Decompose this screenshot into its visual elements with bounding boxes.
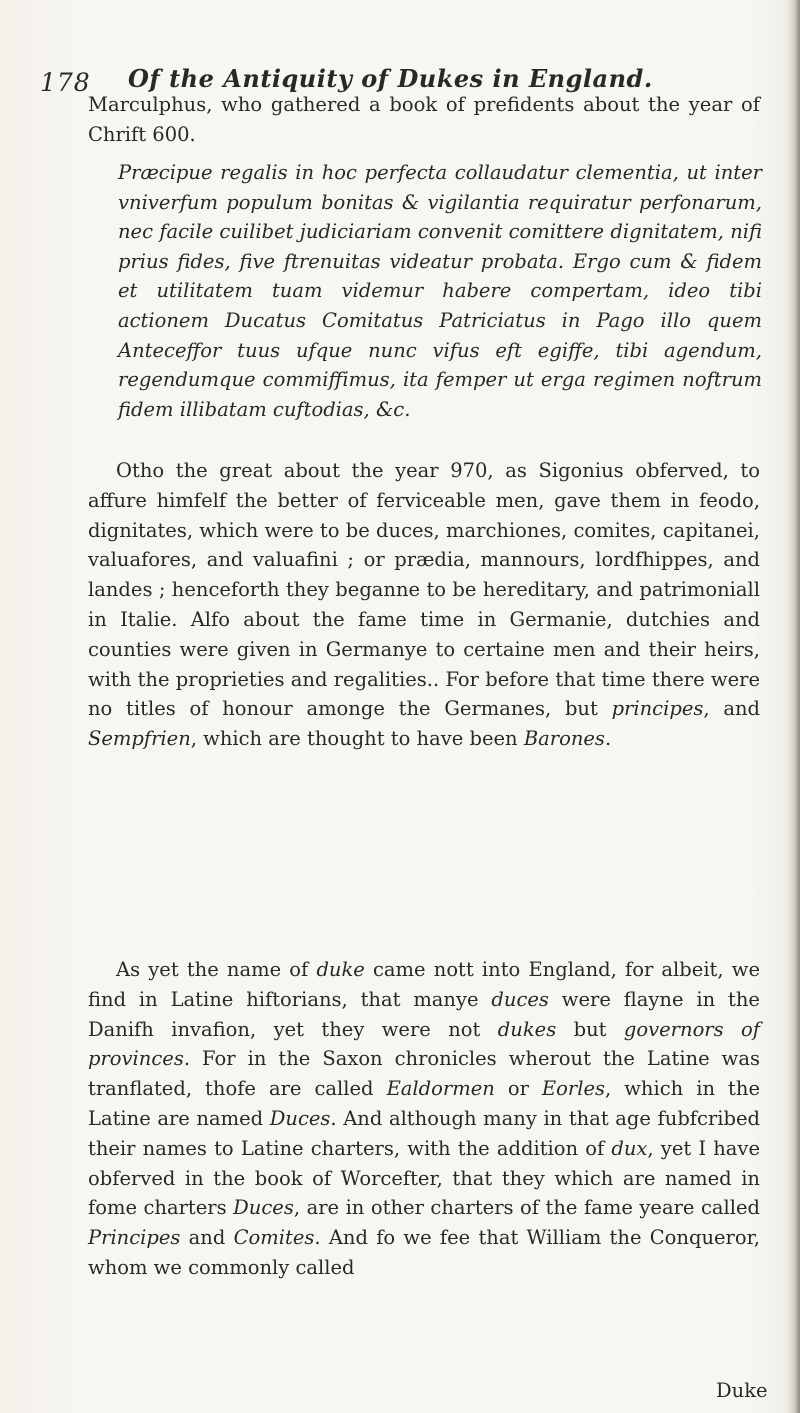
intro-paragraph: Marculphus, who gathered a book of prefidents about the year of Chrift 600. xyxy=(88,93,760,146)
page-number: 178 xyxy=(40,68,91,97)
text-run: . And fo we fee that William the Conqueror, whom we commonly called xyxy=(88,1226,760,1279)
italic-term: Eorles xyxy=(541,1077,606,1101)
italic-term: duces xyxy=(491,987,549,1011)
italic-term: Duces xyxy=(269,1106,331,1130)
italic-term: Duces xyxy=(233,1196,294,1220)
text-run: , which are thought to have been xyxy=(190,727,524,751)
text-run: , yet I have obferved in the book of Worcefter, that they which are named in fome charters xyxy=(88,1136,760,1220)
text-run: . xyxy=(604,727,612,751)
text-run: As yet the name of xyxy=(116,958,317,981)
text-run: came nott into England, for albeit, we find in Latine hiftorians, that manye xyxy=(88,958,760,1011)
paragraph-dukes-england xyxy=(88,955,760,1283)
italic-term: dukes xyxy=(497,1017,557,1041)
italic-term: Sempfrien xyxy=(88,727,191,751)
italic-term: Barones xyxy=(523,727,605,751)
italic-term: Ealdormen xyxy=(386,1077,495,1101)
italic-term: Principes xyxy=(88,1226,181,1250)
text-run: . For in the Saxon chronicles wherout the Latine was tranflated, thofe are called xyxy=(88,1047,760,1101)
latin-quotation: Præcipue regalis in hoc perfecta collaudatur clementia, ut inter vniverfum populum bonitas & vigilantia requiratur perfonarum, nec facile cuilibet judiciariam convenit comittere dignitatem, nifi prius fides, five ftrenuitas videatur probata. Ergo cum & fidem et utilitatem tuam videmur habere compertam, ideo tibi actionem Ducatus Comitatus Patriciatus in Pago illo quem Anteceffor tuus ufque nunc vifus eft egiffe, tibi agendum, regendumque commiffimus, ita femper ut erga regimen noftrum fidem illibatam cuftodias, &c. xyxy=(118,161,762,421)
paragraph-otho xyxy=(88,456,760,754)
text-run: , are in other charters of the fame yeare called xyxy=(293,1196,760,1220)
text-run: Otho the great about the year 970, as Sigonius obferved, to affure himfelf the better of ferviceable men, gave them in feodo, dignitates, which were to be duces, marchiones, comites, capitanei, valuafores, and valuafini ; or prædia, mannours, lordfhippes, and landes ; henceforth they beganne to be hereditary, and patrimoniall in Italie. Alfo about the fame time in Germanie, dutchies and counties were given in Germanye to certaine men and their heirs, with the proprieties and regalities.. For before that time there were no titles of honour amonge the Germanes, but xyxy=(88,459,760,721)
catchword: Duke xyxy=(716,1379,768,1402)
page-edge-shadow xyxy=(786,0,800,1413)
text-run: , which in the Latine are named xyxy=(88,1077,760,1130)
text-run: and xyxy=(180,1226,234,1250)
text-run: or xyxy=(494,1077,542,1101)
italic-term: principes xyxy=(611,697,704,721)
italic-term: duke xyxy=(316,958,365,981)
italic-term: governors of provinces xyxy=(88,1017,760,1071)
italic-term: dux xyxy=(611,1136,648,1160)
text-run: , and xyxy=(703,697,760,721)
text-run: were flayne in the Danifh invafion, yet they were not xyxy=(88,987,760,1041)
text-run: . And although many in that age fubfcribed their names to Latine charters, with the addition of xyxy=(88,1106,761,1160)
italic-term: Comites xyxy=(233,1226,315,1250)
text-run: but xyxy=(556,1017,624,1041)
running-title: Of the Antiquity of Dukes in England. xyxy=(128,64,653,93)
